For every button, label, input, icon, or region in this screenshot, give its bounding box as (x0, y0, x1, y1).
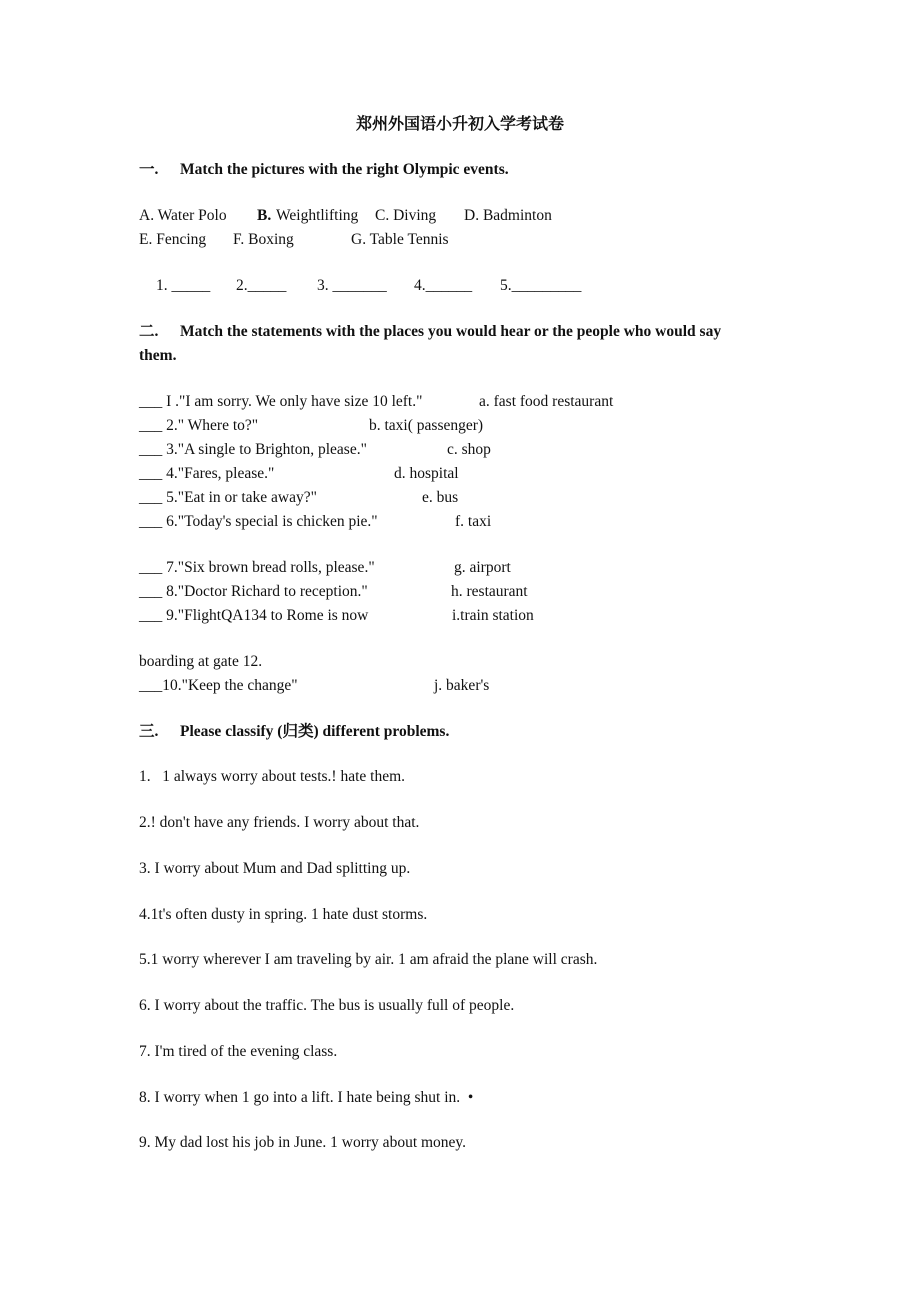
problem-4: 4.1t's often dusty in spring. 1 hate dust storms. (139, 906, 428, 923)
option-b-text: Weightlifting (276, 207, 359, 224)
answer-blank-1: 1. _____ (156, 277, 211, 294)
problem-9: 9. My dad lost his job in June. 1 worry about money. (139, 1134, 467, 1151)
place-c: c. shop (447, 441, 491, 458)
answer-blank-4: 4.______ (414, 277, 473, 294)
place-f: f. taxi (455, 513, 492, 530)
answer-blank-3: 3. _______ (317, 277, 387, 294)
place-a: a. fast food restaurant (479, 393, 614, 410)
section-3-number: 三. (139, 723, 159, 740)
statement-2: ___ 2." Where to?" (139, 417, 259, 434)
problem-5: 5.1 worry wherever I am traveling by air. 1 am afraid the plane will crash. (139, 951, 598, 968)
statement-1: ___ I ."I am sorry. We only have size 10 left." (139, 393, 423, 410)
statement-9-cont: boarding at gate 12. (139, 653, 263, 670)
place-j: j. baker's (434, 677, 490, 694)
answer-blank-2: 2._____ (236, 277, 287, 294)
place-g: g. airport (454, 559, 511, 576)
place-h: h. restaurant (451, 583, 528, 600)
option-d: D. Badminton (464, 207, 552, 224)
problem-3: 3. I worry about Mum and Dad splitting up. (139, 860, 411, 877)
option-b-letter: B. (257, 207, 272, 224)
option-a: A. Water Polo (139, 207, 227, 224)
problem-6: 6. I worry about the traffic. The bus is usually full of people. (139, 997, 515, 1014)
problem-2: 2.! don't have any friends. I worry about that. (139, 814, 420, 831)
problem-1: 1. 1 always worry about tests.! hate them. (139, 768, 406, 785)
option-e: E. Fencing (139, 231, 207, 248)
option-g: G. Table Tennis (351, 231, 449, 248)
statement-10: ___10."Keep the change" (139, 677, 298, 694)
statement-5: ___ 5."Eat in or take away?" (139, 489, 317, 506)
section-1-heading: Match the pictures with the right Olympic events. (180, 161, 509, 178)
statement-8: ___ 8."Doctor Richard to reception." (139, 583, 368, 600)
problem-8: 8. I worry when 1 go into a lift. I hate being shut in. • (139, 1089, 474, 1106)
place-b: b. taxi( passenger) (369, 417, 484, 434)
section-2-number: 二. (139, 323, 159, 340)
statement-9: ___ 9."FlightQA134 to Rome is now (139, 607, 369, 624)
statement-4: ___ 4."Fares, please." (139, 465, 275, 482)
statement-6: ___ 6."Today's special is chicken pie." (139, 513, 378, 530)
place-d: d. hospital (394, 465, 459, 482)
section-3-heading: Please classify (归类) different problems. (180, 723, 450, 740)
answer-blank-5: 5._________ (500, 277, 582, 294)
page-title: 郑州外国语小升初入学考试卷 (355, 116, 564, 133)
section-1-number: 一. (139, 161, 159, 178)
problem-7: 7. I'm tired of the evening class. (139, 1043, 338, 1060)
statement-7: ___ 7."Six brown bread rolls, please." (139, 559, 375, 576)
statement-3: ___ 3."A single to Brighton, please." (139, 441, 367, 458)
place-e: e. bus (422, 489, 459, 506)
option-c: C. Diving (375, 207, 437, 224)
option-f: F. Boxing (233, 231, 294, 248)
place-i: i.train station (452, 607, 534, 624)
section-2-heading-cont: them. (139, 347, 177, 364)
section-2-heading: Match the statements with the places you would hear or the people who would say (180, 323, 722, 340)
